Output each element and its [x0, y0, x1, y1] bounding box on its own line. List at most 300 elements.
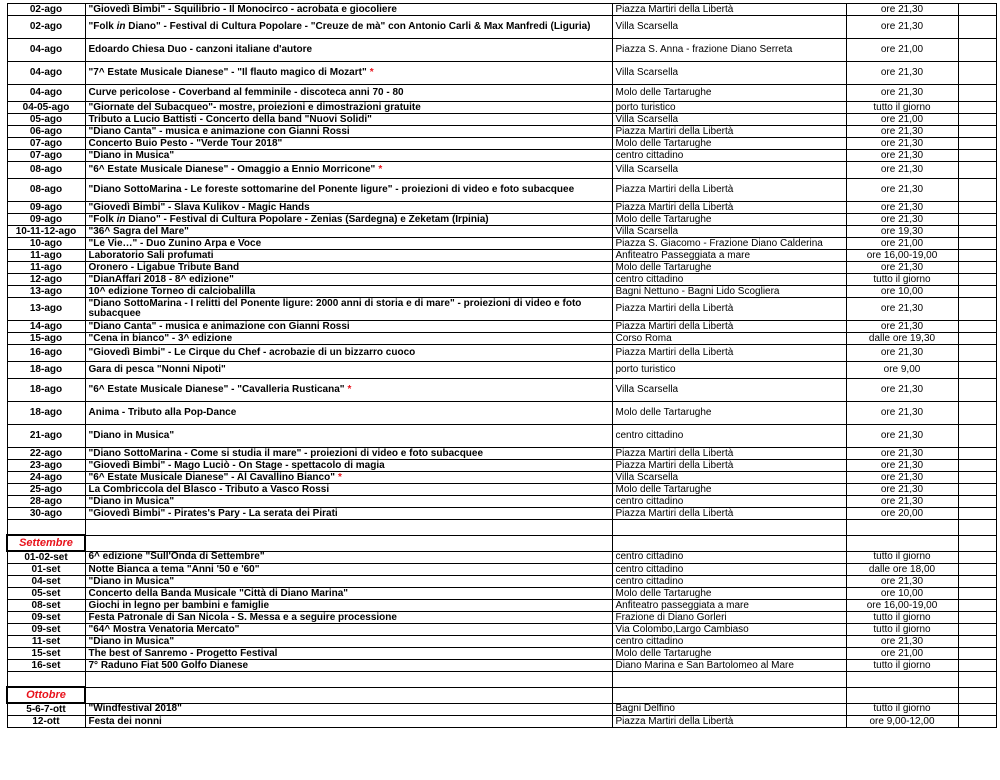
empty-cell [958, 102, 996, 114]
event-date: 5-6-7-ott [7, 703, 85, 716]
event-title [85, 564, 612, 576]
table-row [7, 716, 996, 728]
highlight-asterisk: * [347, 384, 352, 395]
event-title-text: Concerto Buio Pesto - "Verde Tour 2018" [88, 137, 283, 149]
event-place: Molo delle Tartarughe [612, 402, 846, 425]
event-place: Piazza S. Giacomo - Frazione Diano Calderina [612, 238, 846, 250]
event-date: 07-ago [7, 150, 85, 162]
event-title [85, 238, 612, 250]
event-title-text: "Diano SottoMarina - Le foreste sottomarine del Ponente ligure" - proiezioni di video e foto subacquee [88, 184, 575, 195]
event-title-text: Concerto della Banda Musicale "Città di Diano Marina" [88, 587, 349, 599]
event-time: tutto il giorno [846, 612, 958, 624]
table-row [7, 496, 996, 508]
event-title-text: "Giornate del Subacqueo"- mostre, proiezioni e dimostrazioni gratuite [88, 101, 421, 113]
event-date: 04-set [7, 576, 85, 588]
event-date: 09-ago [7, 214, 85, 226]
empty-cell [846, 672, 958, 688]
empty-cell [958, 333, 996, 345]
event-time: ore 10,00 [846, 286, 958, 298]
event-title [85, 333, 612, 345]
event-place: Molo delle Tartarughe [612, 588, 846, 600]
empty-cell [958, 4, 996, 16]
event-title-text: Festa Patronale di San Nicola - S. Messa e a seguire processione [88, 611, 397, 623]
event-date: 06-ago [7, 126, 85, 138]
empty-cell [958, 520, 996, 536]
empty-cell [958, 126, 996, 138]
event-time: ore 20,00 [846, 508, 958, 520]
table-row [7, 274, 996, 286]
event-date: 21-ago [7, 425, 85, 448]
event-title-text: "Diano in Musica" [88, 149, 175, 161]
highlight-asterisk: * [337, 471, 342, 483]
event-date: 25-ago [7, 484, 85, 496]
event-title [85, 624, 612, 636]
event-time: tutto il giorno [846, 551, 958, 564]
empty-cell [846, 687, 958, 703]
event-title [85, 508, 612, 520]
table-row [7, 202, 996, 214]
event-date: 08-ago [7, 179, 85, 202]
event-title-italic: in [116, 21, 126, 32]
empty-cell [612, 687, 846, 703]
event-title-text: "Giovedì Bimbi" - Le Cirque du Chef - acrobazie di un bizzarro cuoco [88, 347, 416, 358]
event-title-text: "Giovedì Bimbi" - Mago Luciò - On Stage - spettacolo di magia [88, 459, 385, 471]
event-date: 18-ago [7, 362, 85, 379]
empty-cell [958, 274, 996, 286]
event-place: Anfiteatro passeggiata a mare [612, 600, 846, 612]
empty-cell [958, 345, 996, 362]
table-row [7, 238, 996, 250]
event-title-text: Curve pericolose - Coverband al femminile - discoteca anni 70 - 80 [88, 87, 404, 98]
table-row [7, 588, 996, 600]
table-row [7, 448, 996, 460]
event-time: ore 21,30 [846, 179, 958, 202]
event-time: dalle ore 18,00 [846, 564, 958, 576]
empty-cell [958, 179, 996, 202]
event-date: 12-ago [7, 274, 85, 286]
empty-cell [958, 687, 996, 703]
event-title [85, 126, 612, 138]
empty-cell [958, 564, 996, 576]
table-row [7, 551, 996, 564]
month-heading: Ottobre [7, 687, 85, 703]
event-place: Bagni Delfino [612, 703, 846, 716]
event-place: Villa Scarsella [612, 379, 846, 402]
month-header-row [7, 687, 996, 703]
event-time: ore 21,30 [846, 16, 958, 39]
table-row [7, 150, 996, 162]
month-header-row [7, 535, 996, 551]
event-place: Villa Scarsella [612, 472, 846, 484]
table-row [7, 162, 996, 179]
event-title [85, 551, 612, 564]
event-date: 11-ago [7, 262, 85, 274]
table-row [7, 114, 996, 126]
event-place: Piazza Martiri della Libertà [612, 448, 846, 460]
event-place: Bagni Nettuno - Bagni Lido Scogliera [612, 286, 846, 298]
event-title-text: 6^ edizione "Sull'Onda di Settembre" [88, 551, 265, 563]
event-date: 08-set [7, 600, 85, 612]
empty-cell [958, 214, 996, 226]
event-title [85, 62, 612, 85]
empty-cell [958, 262, 996, 274]
empty-cell [958, 496, 996, 508]
event-title-text: Gara di pesca "Nonni Nipoti" [88, 364, 226, 375]
event-time: dalle ore 19,30 [846, 333, 958, 345]
event-place: Molo delle Tartarughe [612, 484, 846, 496]
table-row [7, 4, 996, 16]
empty-cell [958, 238, 996, 250]
event-place: centro cittadino [612, 576, 846, 588]
event-date: 04-ago [7, 85, 85, 102]
event-time: tutto il giorno [846, 624, 958, 636]
empty-cell [958, 138, 996, 150]
event-title-text: "Diano Canta" - musica e animazione con Gianni Rossi [88, 125, 350, 137]
event-time: ore 21,30 [846, 379, 958, 402]
event-title-end: Diano" - Festival di Cultura Popolare - "Creuze de mà" con Antonio Carli & Max Manfredi (Liguria) [125, 21, 591, 32]
event-date: 05-set [7, 588, 85, 600]
empty-cell [85, 520, 612, 536]
event-time: ore 21,30 [846, 62, 958, 85]
table-row [7, 425, 996, 448]
event-date: 18-ago [7, 379, 85, 402]
empty-cell [958, 576, 996, 588]
empty-cell [958, 362, 996, 379]
event-title [85, 345, 612, 362]
event-title [85, 576, 612, 588]
event-title-text: Giochi in legno per bambini e famiglie [88, 599, 270, 611]
event-place: Molo delle Tartarughe [612, 85, 846, 102]
event-title-text: "7^ Estate Musicale Dianese" - "Il flauto magico di Mozart" [88, 67, 367, 78]
spacer-row [7, 520, 996, 536]
event-title-text: "6^ Estate Musicale Dianese" - Omaggio a Ennio Morricone" [88, 164, 376, 175]
event-title [85, 703, 612, 716]
event-title [85, 102, 612, 114]
event-time: ore 21,00 [846, 114, 958, 126]
empty-cell [958, 402, 996, 425]
event-place: Villa Scarsella [612, 162, 846, 179]
empty-cell [958, 612, 996, 624]
event-date: 22-ago [7, 448, 85, 460]
event-title-text: The best of Sanremo - Progetto Festival [88, 647, 278, 659]
table-row [7, 636, 996, 648]
event-title [85, 588, 612, 600]
empty-cell [846, 520, 958, 536]
table-row [7, 402, 996, 425]
event-title [85, 612, 612, 624]
empty-cell [958, 379, 996, 402]
event-time: ore 21,00 [846, 238, 958, 250]
event-title-text: "Giovedì Bimbi" - Squilibrio - Il Monocirco - acrobata e giocoliere [88, 3, 397, 15]
table-row [7, 138, 996, 150]
event-title-text: "Diano SottoMarina - Come si studia il mare" - proiezioni di video e foto subacquee [88, 447, 484, 459]
table-row [7, 226, 996, 238]
empty-cell [958, 716, 996, 728]
event-time: ore 21,30 [846, 262, 958, 274]
event-place: centro cittadino [612, 425, 846, 448]
event-time: ore 19,30 [846, 226, 958, 238]
event-date: 11-ago [7, 250, 85, 262]
event-title [85, 660, 612, 672]
event-title-text: Laboratorio Sali profumati [88, 249, 214, 261]
event-title-text: "Giovedì Bimbi" - Pirates's Pary - La serata dei Pirati [88, 507, 338, 519]
event-title [85, 4, 612, 16]
event-date: 18-ago [7, 402, 85, 425]
event-date: 04-ago [7, 62, 85, 85]
table-row [7, 660, 996, 672]
event-title-text: Edoardo Chiesa Duo - canzoni italiane d'autore [88, 44, 313, 55]
empty-cell [958, 286, 996, 298]
event-place: centro cittadino [612, 636, 846, 648]
event-title-text: "Windfestival 2018" [88, 703, 182, 715]
event-place: Molo delle Tartarughe [612, 648, 846, 660]
event-time: ore 21,30 [846, 636, 958, 648]
event-title [85, 85, 612, 102]
event-title [85, 379, 612, 402]
event-place: Piazza Martiri della Libertà [612, 202, 846, 214]
event-place: Piazza Martiri della Libertà [612, 321, 846, 333]
table-row [7, 508, 996, 520]
event-time: ore 21,30 [846, 202, 958, 214]
empty-cell [958, 460, 996, 472]
event-title [85, 150, 612, 162]
table-row [7, 85, 996, 102]
empty-cell [958, 508, 996, 520]
event-place: Frazione di Diano Gorleri [612, 612, 846, 624]
event-place: Molo delle Tartarughe [612, 262, 846, 274]
event-title [85, 448, 612, 460]
event-date: 16-ago [7, 345, 85, 362]
event-title-start: "Folk [88, 21, 117, 32]
event-time: ore 21,00 [846, 648, 958, 660]
table-row [7, 648, 996, 660]
event-title [85, 274, 612, 286]
table-row [7, 39, 996, 62]
event-title-text: "Diano in Musica" [88, 635, 175, 647]
event-date: 02-ago [7, 16, 85, 39]
table-row [7, 379, 996, 402]
event-time: ore 9,00-12,00 [846, 716, 958, 728]
empty-cell [958, 672, 996, 688]
empty-cell [958, 588, 996, 600]
event-date: 10-11-12-ago [7, 226, 85, 238]
empty-cell [958, 600, 996, 612]
event-title-italic: in [116, 213, 126, 225]
event-title-text: "Diano Canta" - musica e animazione con Gianni Rossi [88, 320, 350, 332]
event-date: 04-05-ago [7, 102, 85, 114]
event-title-text: "6^ Estate Musicale Dianese" - "Cavalleria Rusticana" [88, 384, 345, 395]
table-row [7, 298, 996, 321]
event-date: 09-set [7, 624, 85, 636]
table-row [7, 16, 996, 39]
event-place: Corso Roma [612, 333, 846, 345]
event-date: 01-02-set [7, 551, 85, 564]
event-place: porto turistico [612, 102, 846, 114]
event-date: 28-ago [7, 496, 85, 508]
event-time: ore 21,30 [846, 472, 958, 484]
empty-cell [958, 162, 996, 179]
table-row [7, 600, 996, 612]
event-title [85, 402, 612, 425]
empty-cell [958, 636, 996, 648]
empty-cell [958, 535, 996, 551]
table-row [7, 703, 996, 716]
event-time: ore 10,00 [846, 588, 958, 600]
event-time: ore 21,30 [846, 345, 958, 362]
event-title [85, 496, 612, 508]
event-place: centro cittadino [612, 150, 846, 162]
event-date: 12-ott [7, 716, 85, 728]
event-place: porto turistico [612, 362, 846, 379]
event-date: 08-ago [7, 162, 85, 179]
event-date: 30-ago [7, 508, 85, 520]
event-place: Piazza Martiri della Libertà [612, 4, 846, 16]
event-date: 09-set [7, 612, 85, 624]
event-title-start: "Folk [88, 213, 117, 225]
empty-cell [958, 660, 996, 672]
event-title [85, 472, 612, 484]
empty-cell [612, 535, 846, 551]
event-place: centro cittadino [612, 496, 846, 508]
event-title-text: "Le Vie…" - Duo Zunino Arpa e Voce [88, 237, 262, 249]
empty-cell [958, 703, 996, 716]
empty-cell [958, 114, 996, 126]
event-date: 13-ago [7, 286, 85, 298]
event-title-text: 10^ edizione Torneo di calciobalilla [88, 285, 256, 297]
event-date: 04-ago [7, 39, 85, 62]
event-title-text: Tributo a Lucio Battisti - Concerto della band "Nuovi Solidi" [88, 113, 372, 125]
empty-cell [958, 321, 996, 333]
empty-cell [7, 672, 85, 688]
event-date: 02-ago [7, 4, 85, 16]
event-title [85, 262, 612, 274]
event-title [85, 39, 612, 62]
event-title-text: Notte Bianca a tema "Anni '50 e '60" [88, 563, 260, 575]
empty-cell [612, 672, 846, 688]
event-place: centro cittadino [612, 564, 846, 576]
event-time: tutto il giorno [846, 102, 958, 114]
event-place: Piazza Martiri della Libertà [612, 716, 846, 728]
event-title [85, 600, 612, 612]
table-row [7, 472, 996, 484]
event-title-text: "Cena in bianco" - 3^ edizione [88, 332, 233, 344]
event-time: ore 16,00-19,00 [846, 600, 958, 612]
table-row [7, 321, 996, 333]
highlight-asterisk: * [378, 164, 383, 175]
table-row [7, 460, 996, 472]
events-table [6, 3, 997, 728]
event-time: ore 21,30 [846, 138, 958, 150]
event-time: ore 9,00 [846, 362, 958, 379]
event-title [85, 138, 612, 150]
empty-cell [958, 484, 996, 496]
table-row [7, 250, 996, 262]
event-time: ore 21,30 [846, 484, 958, 496]
empty-cell [85, 535, 612, 551]
table-row [7, 62, 996, 85]
table-row [7, 624, 996, 636]
event-place: Diano Marina e San Bartolomeo al Mare [612, 660, 846, 672]
event-title [85, 636, 612, 648]
event-title [85, 162, 612, 179]
event-time: ore 21,30 [846, 460, 958, 472]
event-title [85, 648, 612, 660]
event-title-text: "Giovedì Bimbi" - Slava Kulikov - Magic Hands [88, 201, 310, 213]
event-date: 01-set [7, 564, 85, 576]
table-row [7, 576, 996, 588]
event-time: ore 21,30 [846, 85, 958, 102]
event-place: Anfiteatro Passeggiata a mare [612, 250, 846, 262]
event-title-text: "6^ Estate Musicale Dianese" - Al Cavallino Bianco" [88, 471, 335, 483]
event-date: 24-ago [7, 472, 85, 484]
event-time: ore 21,30 [846, 448, 958, 460]
event-title-text: "Diano in Musica" [88, 495, 175, 507]
event-title-text: "36^ Sagra del Mare" [88, 225, 189, 237]
event-time: ore 21,30 [846, 214, 958, 226]
event-place: Piazza Martiri della Libertà [612, 126, 846, 138]
event-title [85, 484, 612, 496]
table-row [7, 214, 996, 226]
event-title-text: 7° Raduno Fiat 500 Golfo Dianese [88, 659, 249, 671]
event-title [85, 460, 612, 472]
event-place: Via Colombo,Largo Cambiaso [612, 624, 846, 636]
event-title-text: Festa dei nonni [88, 715, 162, 727]
event-time: ore 21,30 [846, 4, 958, 16]
event-time: ore 21,30 [846, 298, 958, 321]
table-row [7, 564, 996, 576]
event-title [85, 321, 612, 333]
event-date: 14-ago [7, 321, 85, 333]
empty-cell [85, 672, 612, 688]
empty-cell [958, 472, 996, 484]
empty-cell [846, 535, 958, 551]
event-title [85, 179, 612, 202]
empty-cell [958, 226, 996, 238]
event-date: 13-ago [7, 298, 85, 321]
table-row [7, 612, 996, 624]
event-time: tutto il giorno [846, 703, 958, 716]
event-date: 23-ago [7, 460, 85, 472]
event-date: 15-ago [7, 333, 85, 345]
spacer-row [7, 672, 996, 688]
event-time: ore 21,00 [846, 39, 958, 62]
event-place: Piazza Martiri della Libertà [612, 508, 846, 520]
table-row [7, 286, 996, 298]
empty-cell [958, 39, 996, 62]
event-time: tutto il giorno [846, 660, 958, 672]
event-title-text: La Combriccola del Blasco - Tributo a Vasco Rossi [88, 483, 330, 495]
empty-cell [958, 250, 996, 262]
event-time: ore 21,30 [846, 496, 958, 508]
table-row [7, 262, 996, 274]
empty-cell [958, 624, 996, 636]
event-title [85, 286, 612, 298]
event-time: ore 21,30 [846, 321, 958, 333]
event-place: Molo delle Tartarughe [612, 214, 846, 226]
event-place: Piazza S. Anna - frazione Diano Serreta [612, 39, 846, 62]
event-title [85, 716, 612, 728]
event-date: 10-ago [7, 238, 85, 250]
event-place: Piazza Martiri della Libertà [612, 460, 846, 472]
empty-cell [7, 520, 85, 536]
event-title [85, 16, 612, 39]
event-time: ore 21,30 [846, 576, 958, 588]
event-place: Piazza Martiri della Libertà [612, 179, 846, 202]
empty-cell [958, 202, 996, 214]
event-title-text: "Diano in Musica" [88, 430, 175, 441]
event-place: Piazza Martiri della Libertà [612, 345, 846, 362]
event-place: Molo delle Tartarughe [612, 138, 846, 150]
